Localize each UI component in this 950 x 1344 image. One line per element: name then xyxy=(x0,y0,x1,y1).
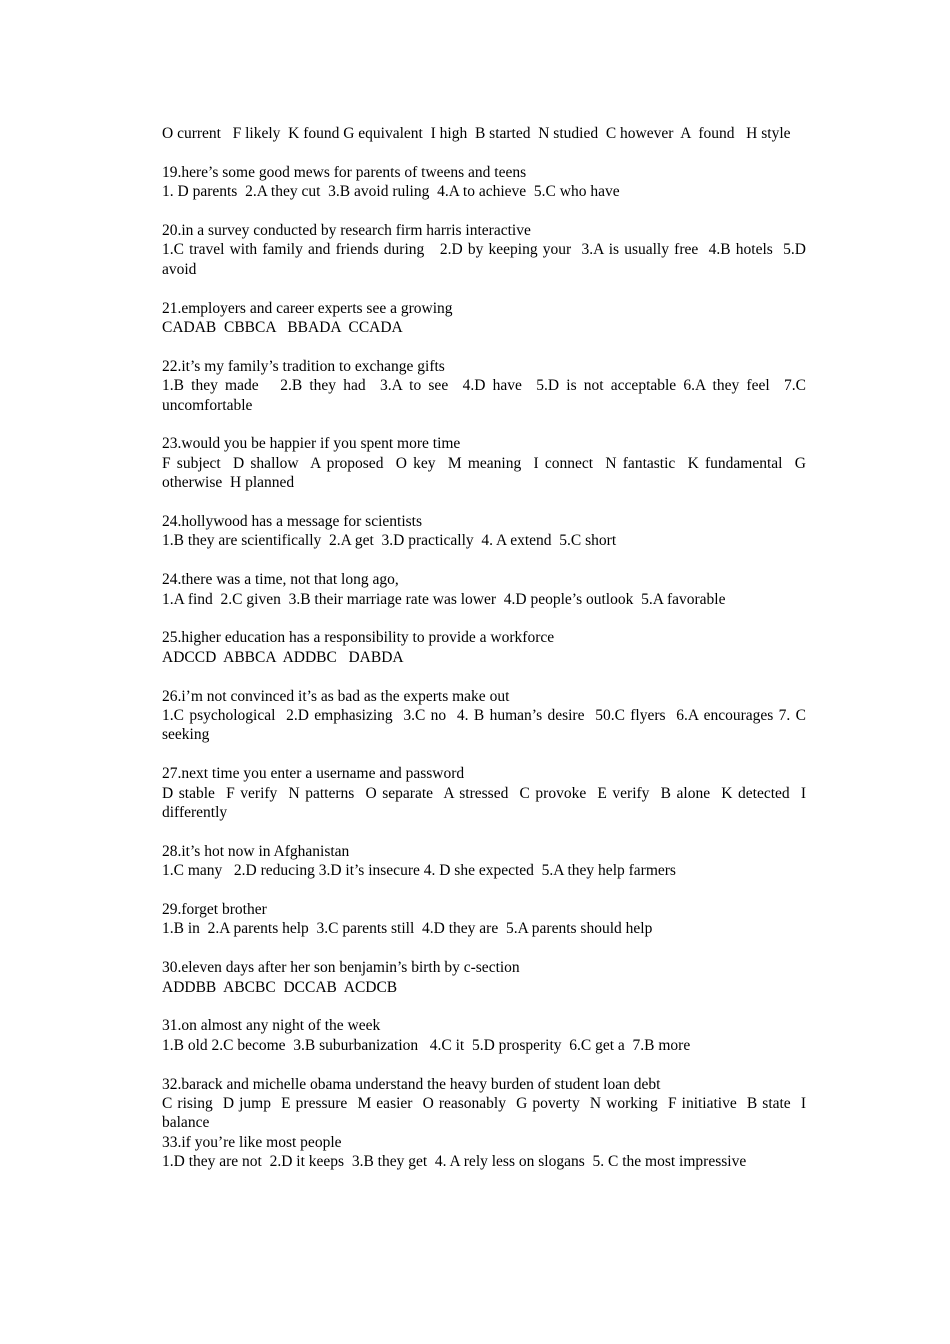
entry-32 xyxy=(162,1075,810,1133)
entry-answers: 1.C travel with family and friends during 2.D by keeping your 3.A is usually free 4.B hotels 5.D avoid xyxy=(162,241,810,278)
entry-answers: 1. D parents 2.A they cut 3.B avoid ruling 4.A to achieve 5.C who have xyxy=(162,183,620,201)
entry-title: 29.forget brother xyxy=(162,901,267,919)
spacer xyxy=(162,415,806,434)
entry-answers: 1.B in 2.A parents help 3.C parents still 4.D they are 5.A parents should help xyxy=(162,920,653,938)
spacer xyxy=(162,202,806,221)
entry-title: 27.next time you enter a username and password xyxy=(162,765,465,783)
entry-answers: D stable F verify N patterns O separate A stressed C provoke E verify B alone K detected I differently xyxy=(162,784,810,822)
spacer xyxy=(162,279,806,298)
entry-title: 31.on almost any night of the week xyxy=(162,1017,381,1035)
entry-answers: 1.B old 2.C become 3.B suburbanization 4.C it 5.D prosperity 6.C get a 7.B more xyxy=(162,1036,691,1054)
spacer xyxy=(162,1055,806,1074)
entry-22 xyxy=(162,357,810,415)
entry-29 xyxy=(162,900,806,939)
entry-answers: C rising D jump E pressure M easier O reasonably G poverty N working F initiative B state I balance xyxy=(162,1095,810,1132)
entry-answers: 1.C psychological 2.D emphasizing 3.C no 4. B human’s desire 50.C flyers 6.A encourages 7. C seeking xyxy=(162,707,810,744)
entry-27 xyxy=(162,764,810,822)
spacer xyxy=(162,551,806,570)
entry-21 xyxy=(162,299,806,338)
entry-title: 30.eleven days after her son benjamin’s birth by c-section xyxy=(162,959,520,977)
spacer xyxy=(162,997,806,1016)
entry-title: 20.in a survey conducted by research firm harris interactive xyxy=(162,222,531,239)
spacer xyxy=(162,143,806,162)
spacer xyxy=(162,745,806,764)
entry-title: 26.i’m not convinced it’s as bad as the experts make out xyxy=(162,687,510,705)
entry-31 xyxy=(162,1016,806,1055)
entry-title: 24.hollywood has a message for scientists xyxy=(162,513,423,531)
spacer xyxy=(162,337,806,356)
entry-answers: 1.C many 2.D reducing 3.D it’s insecure 4. D she expected 5.A they help farmers xyxy=(162,862,676,880)
entry-title: 25.higher education has a responsibility to provide a workforce xyxy=(162,629,555,647)
entry-28 xyxy=(162,842,806,881)
entry-23 xyxy=(162,434,810,492)
entry-answers: 1.B they are scientifically 2.A get 3.D practically 4. A extend 5.C short xyxy=(162,532,617,550)
spacer xyxy=(162,822,806,841)
entry-24b xyxy=(162,570,806,609)
entry-answers: CADAB CBBCA BBADA CCADA xyxy=(162,319,403,337)
spacer xyxy=(162,493,806,512)
entry-title: 28.it’s hot now in Afghanistan xyxy=(162,842,350,860)
entry-answers: 1.D they are not 2.D it keeps 3.B they get 4. A rely less on slogans 5. C the most impressive xyxy=(162,1153,747,1171)
entry-33 xyxy=(162,1133,806,1172)
entry-title: 19.here’s some good mews for parents of tweens and teens xyxy=(162,163,527,181)
entry-title: 33.if you’re like most people xyxy=(162,1133,342,1151)
entry-answers: 1.B they made 2.B they had 3.A to see 4.D have 5.D is not acceptable 6.A they feel 7.C uncomfortable xyxy=(162,377,810,414)
entry-title: 24.there was a time, not that long ago, xyxy=(162,571,399,589)
entry-26 xyxy=(162,687,810,745)
spacer xyxy=(162,667,806,686)
entry-answers: 1.A find 2.C given 3.B their marriage rate was lower 4.D people’s outlook 5.A favorable xyxy=(162,590,726,608)
entry-24a xyxy=(162,512,806,551)
spacer xyxy=(162,881,806,900)
entry-title: 32.barack and michelle obama understand the heavy burden of student loan debt xyxy=(162,1075,661,1093)
intro-answer-line: O current F likely K found G equivalent I high B started N studied C however A found H style xyxy=(162,125,791,142)
spacer xyxy=(162,939,806,958)
spacer xyxy=(162,609,806,628)
document-page xyxy=(162,124,810,1172)
entry-25 xyxy=(162,628,806,667)
entry-20 xyxy=(162,221,810,279)
entry-30 xyxy=(162,958,806,997)
entry-answers: ADDBB ABCBC DCCAB ACDCB xyxy=(162,978,398,996)
entry-19 xyxy=(162,163,806,202)
entry-title: 22.it’s my family’s tradition to exchange gifts xyxy=(162,357,445,375)
entry-title: 23.would you be happier if you spent more time xyxy=(162,435,461,453)
entry-answers: ADCCD ABBCA ADDBC DABDA xyxy=(162,648,404,666)
entry-answers: F subject D shallow A proposed O key M meaning I connect N fantastic K fundamental G otherwise H planned xyxy=(162,454,810,492)
entry-title: 21.employers and career experts see a growing xyxy=(162,299,453,317)
